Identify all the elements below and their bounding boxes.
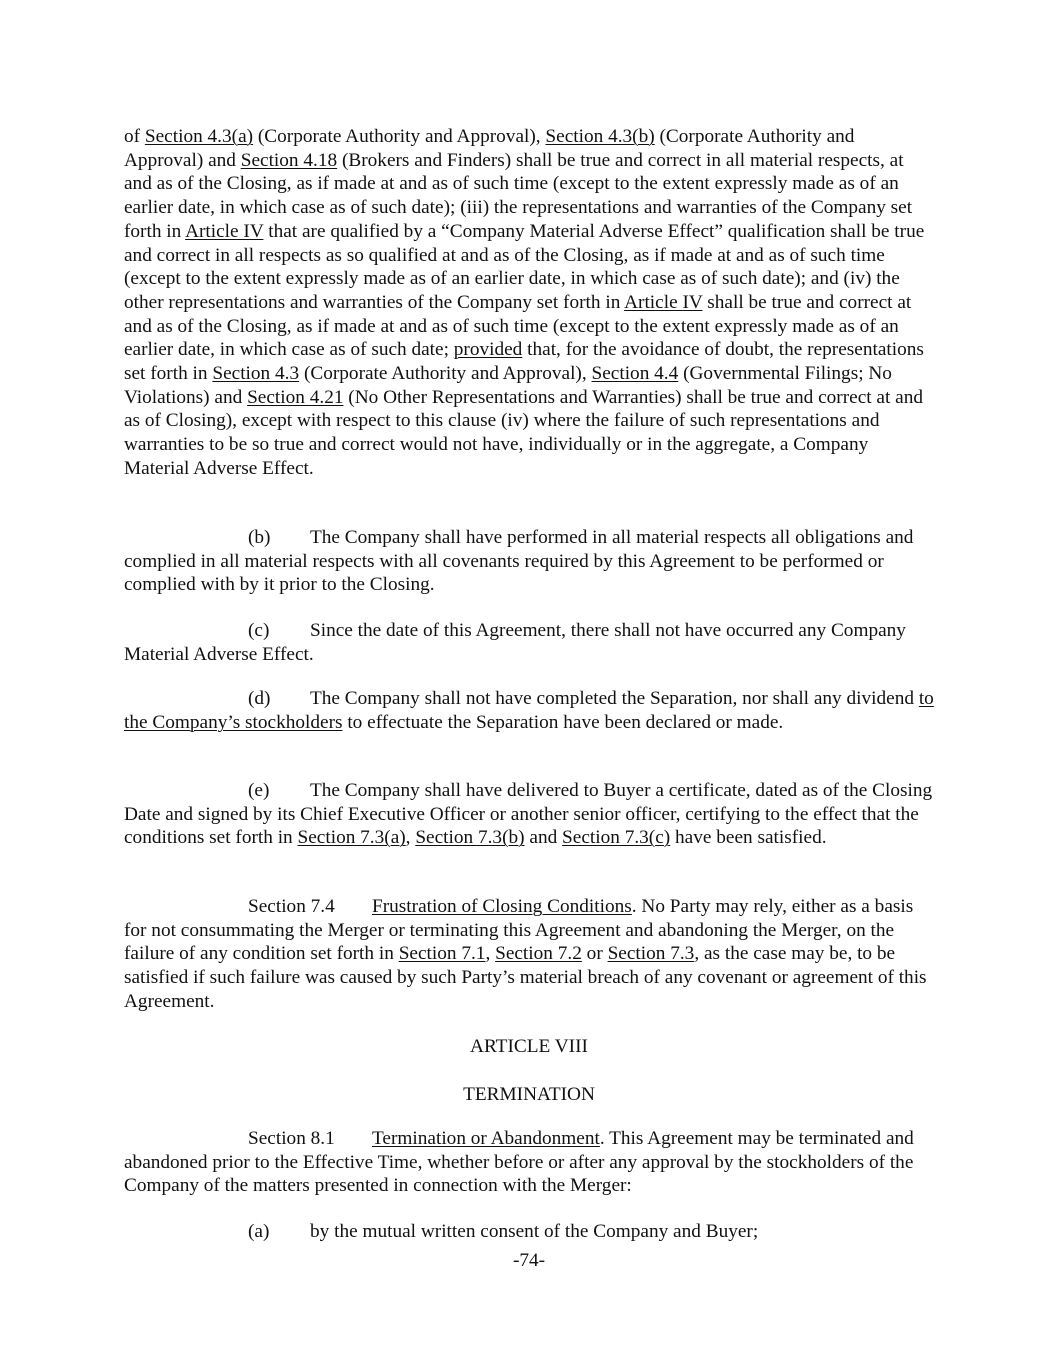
section-8-1-paragraph <box>124 1127 934 1198</box>
continuation-paragraph <box>124 125 934 481</box>
proviso-term: provided <box>453 339 523 361</box>
section-reference: Section 7.3 <box>607 943 695 965</box>
text-run: . This Agreement may be terminated and abandoned prior to the Effective Time, whether before or after any approval by the stockholders of the Company of the matters presented in connection with the Merger: <box>124 1128 914 1197</box>
article-reference: Article IV <box>624 291 703 313</box>
section-reference: Section 4.3 <box>212 363 300 385</box>
text-run: The Company shall have performed in all material respects all obligations and complied in all material respects with all covenants required by this Agreement to be performed or complied with by it prior to the Closing. <box>124 527 914 596</box>
text-run: shall be true and correct at and as of the Closing, as if made at and as of such time (except to the extent expressly made as of an earlier date, in which case as of such date; <box>124 291 912 361</box>
section-reference: Section 7.2 <box>495 943 582 965</box>
text-run: The Company shall not have completed the Separation, nor shall any dividend <box>310 688 919 709</box>
section-number: Section 8.1 <box>248 1128 335 1149</box>
paragraph-label: (c) <box>248 620 270 641</box>
text-run: . No Party may rely, either as a basis for not consummating the Merger or terminating this Agreement and abandoning the Merger, on the failure of any condition set forth in <box>124 896 914 965</box>
text-run: that, for the avoidance of doubt, the representations set forth in <box>124 339 924 385</box>
paragraph-e <box>124 779 934 850</box>
article-number: ARTICLE VIII <box>470 1036 588 1057</box>
article-title: TERMINATION <box>463 1084 595 1105</box>
text-run: , as the case may be, to be satisfied if such failure was caused by such Party’s material breach of any covenant or agreement of this Agreement. <box>124 943 927 1012</box>
text-run: The Company shall have delivered to Buyer a certificate, dated as of the Closing Date and signed by its Chief Executive Officer or another senior officer, certifying to the effect that the conditions set forth in <box>124 780 933 849</box>
paragraph-8-1-a <box>124 1220 934 1244</box>
text-run: to effectuate the Separation have been declared or made. <box>342 711 784 733</box>
text-run: and <box>524 827 563 849</box>
text-run: have been satisfied. <box>670 827 827 849</box>
section-reference: Section 4.18 <box>240 149 338 171</box>
section-reference: Section 7.3(b) <box>415 827 525 849</box>
paragraph-label: (d) <box>248 688 271 709</box>
paragraph-label: (a) <box>248 1221 270 1242</box>
text-run: Since the date of this Agreement, there shall not have occurred any Company Material Adverse Effect. <box>124 620 906 665</box>
text-run: , <box>485 943 496 965</box>
text-run: by the mutual written consent of the Company and Buyer; <box>310 1221 759 1242</box>
paragraph-label: (b) <box>248 527 271 548</box>
text-run: that are qualified by a “Company Material Adverse Effect” qualification shall be true and correct in all respects as so qualified at and as of the Closing, as if made at and as of such time (except to the extent expressly made as of an earlier date, in which case as of such date); and (iv) the other representations and warranties of the Company set forth in <box>124 220 925 313</box>
paragraph-d <box>124 687 934 734</box>
section-reference: Section 7.1 <box>398 943 486 965</box>
text-run: (Governmental Filings; No Violations) and <box>124 363 892 408</box>
section-reference: Section 7.3(c) <box>562 827 671 849</box>
paragraph-b <box>124 526 934 597</box>
underlined-phrase: to the Company’s stockholders <box>124 688 934 733</box>
text-run: (Corporate Authority and Approval) and <box>124 126 855 171</box>
text-run: , <box>405 827 416 849</box>
section-reference: Section 4.3(a) <box>144 126 254 147</box>
section-heading: Frustration of Closing Conditions <box>372 896 632 917</box>
section-reference: Section 4.4 <box>591 363 679 385</box>
text-run: (Brokers and Finders) shall be true and correct in all material respects, at and as of the Closing, as if made at and as of such time (except to the extent expressly made as of an earlier date, in which case as of such date); (iii) the representations and warranties of the Company set forth in <box>124 149 913 242</box>
page-number: -74- <box>512 1250 546 1271</box>
paragraph-label: (e) <box>248 780 270 801</box>
section-number: Section 7.4 <box>248 896 335 917</box>
text-run: of <box>124 126 145 147</box>
section-reference: Section 4.3(b) <box>545 126 655 147</box>
text-run: (Corporate Authority and Approval), <box>253 126 546 147</box>
article-reference: Article IV <box>185 220 264 242</box>
paragraph-c <box>124 619 934 666</box>
section-7-4-paragraph <box>124 895 934 1014</box>
section-reference: Section 4.21 <box>247 386 344 408</box>
text-run: or <box>581 943 608 965</box>
text-run: (No Other Representations and Warranties) shall be true and correct at and as of Closing), except with respect to this clause (iv) where the failure of such representations and warranties to be so true and correct would not have, individually or in the aggregate, a Company Material Adverse Effect. <box>124 386 924 479</box>
text-run: (Corporate Authority and Approval), <box>299 363 592 385</box>
section-reference: Section 7.3(a) <box>297 827 406 849</box>
section-heading: Termination or Abandonment <box>372 1128 600 1149</box>
